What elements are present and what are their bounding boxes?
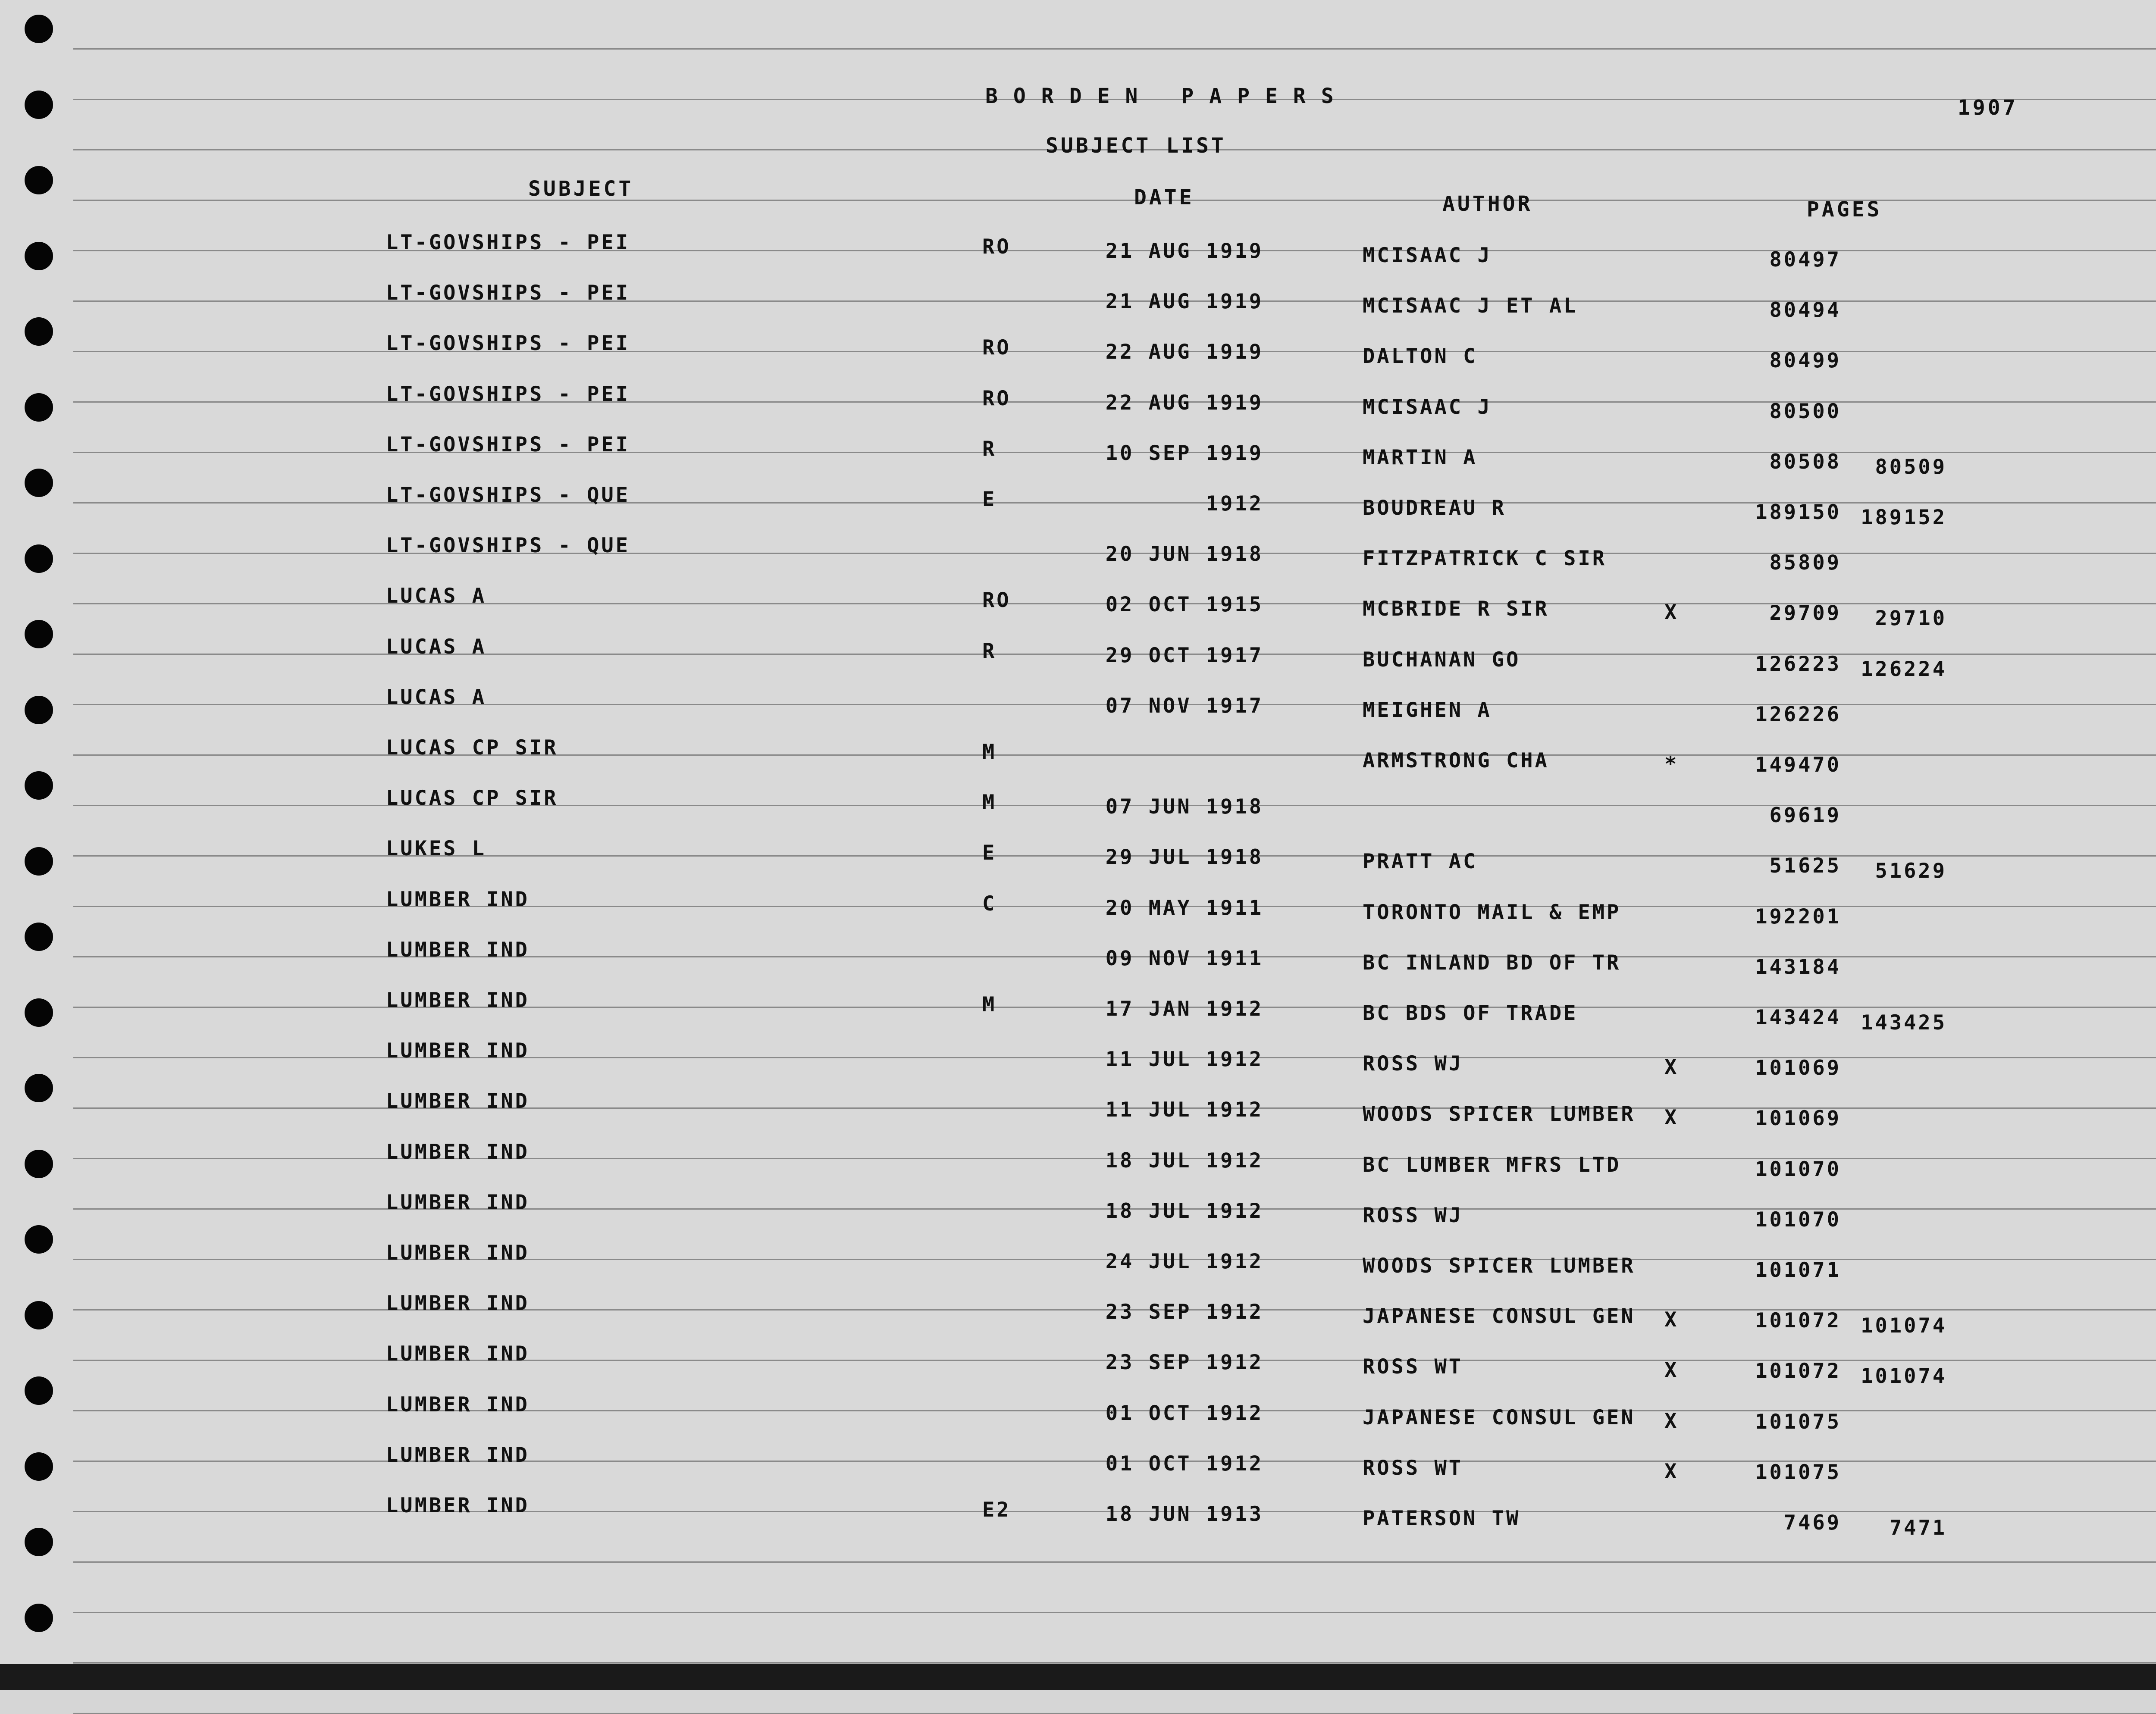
row-page-start: 101072 — [1755, 1309, 1841, 1333]
row-date: 07 JUN 1918 — [1105, 795, 1263, 819]
row-code: R — [982, 639, 997, 663]
row-subject: LT-GOVSHIPS - PEI — [386, 281, 630, 305]
row-subject: LUCAS CP SIR — [386, 786, 558, 810]
row-subject: LT-GOVSHIPS - PEI — [386, 231, 630, 254]
sprocket-hole — [25, 242, 53, 270]
row-page-start: 101075 — [1755, 1410, 1841, 1434]
row-date: 02 OCT 1915 — [1105, 593, 1263, 617]
row-author: JAPANESE CONSUL GEN — [1363, 1304, 1636, 1329]
row-page-start: 149470 — [1755, 753, 1841, 777]
row-mark: X — [1664, 1308, 1679, 1332]
sprocket-hole — [25, 1376, 53, 1405]
column-header-date: DATE — [1134, 185, 1194, 210]
sprocket-hole — [25, 1604, 53, 1632]
row-author: MARTIN A — [1363, 445, 1478, 469]
row-author: BC LUMBER MFRS LTD — [1363, 1153, 1621, 1177]
row-author: MCISAAC J — [1363, 244, 1492, 267]
row-date: 1912 — [1206, 492, 1263, 516]
row-author: ROSS WT — [1363, 1355, 1463, 1379]
row-subject: LUMBER IND — [386, 1241, 530, 1265]
row-code: E2 — [982, 1498, 1011, 1522]
sprocket-hole — [25, 696, 53, 724]
row-page-start: 143424 — [1755, 1006, 1841, 1029]
row-code: RO — [982, 386, 1011, 410]
ruled-line — [73, 1662, 2156, 1664]
row-page-end: 80509 — [1875, 455, 1947, 479]
row-subject: LT-GOVSHIPS - PEI — [386, 432, 630, 457]
row-date: 10 SEP 1919 — [1105, 441, 1263, 465]
row-author: PATERSON TW — [1363, 1507, 1521, 1530]
row-date: 21 AUG 1919 — [1105, 239, 1263, 263]
ruled-line — [73, 1612, 2156, 1613]
row-mark: * — [1664, 752, 1679, 776]
row-mark: X — [1664, 1409, 1679, 1433]
row-page-end: 143425 — [1861, 1011, 1947, 1035]
row-author: BC INLAND BD OF TR — [1363, 951, 1621, 975]
row-page-start: 80500 — [1769, 399, 1841, 423]
row-author: MCBRIDE R SIR — [1363, 597, 1549, 621]
row-page-start: 29709 — [1769, 601, 1841, 626]
row-mark: X — [1664, 1358, 1679, 1382]
row-subject: LUMBER IND — [386, 938, 530, 962]
row-page-start: 101069 — [1755, 1107, 1841, 1131]
row-page-start: 101069 — [1755, 1056, 1841, 1080]
row-page-start: 80508 — [1769, 450, 1841, 474]
row-author: BUCHANAN GO — [1363, 647, 1521, 672]
row-date: 21 AUG 1919 — [1105, 290, 1263, 314]
row-author: TORONTO MAIL & EMP — [1363, 900, 1621, 924]
row-date: 29 JUL 1918 — [1105, 845, 1263, 870]
sprocket-hole — [25, 1301, 53, 1329]
row-date: 01 OCT 1912 — [1105, 1451, 1263, 1476]
row-subject: LUMBER IND — [386, 1292, 530, 1316]
row-subject: LUMBER IND — [386, 1392, 530, 1417]
row-date: 22 AUG 1919 — [1105, 340, 1263, 364]
row-page-start: 101072 — [1755, 1359, 1841, 1383]
row-date: 18 JUN 1913 — [1105, 1502, 1263, 1526]
row-page-end: 126224 — [1861, 657, 1947, 681]
row-page-start: 126223 — [1755, 652, 1841, 676]
sprocket-hole — [25, 1452, 53, 1481]
row-page-start: 189150 — [1755, 500, 1841, 524]
row-mark: X — [1664, 601, 1679, 625]
row-date: 22 AUG 1919 — [1105, 391, 1263, 415]
row-author: MCISAAC J — [1363, 395, 1492, 419]
row-code: M — [982, 740, 997, 764]
row-code: RO — [982, 588, 1011, 613]
row-code: RO — [982, 235, 1011, 259]
row-subject: LT-GOVSHIPS - QUE — [386, 483, 630, 507]
row-date: 20 MAY 1911 — [1105, 896, 1263, 920]
row-page-start: 101071 — [1755, 1258, 1841, 1282]
row-subject: LUMBER IND — [386, 1140, 530, 1164]
row-date: 24 JUL 1912 — [1105, 1250, 1263, 1273]
row-author: WOODS SPICER LUMBER — [1363, 1254, 1636, 1278]
row-author: PRATT AC — [1363, 850, 1478, 874]
row-subject: LUCAS A — [386, 584, 487, 608]
row-page-start: 85809 — [1769, 551, 1841, 575]
column-header-author: AUTHOR — [1442, 192, 1533, 216]
row-page-start: 101070 — [1755, 1157, 1841, 1181]
row-author: MCISAAC J ET AL — [1363, 294, 1578, 318]
row-author: WOODS SPICER LUMBER — [1363, 1102, 1636, 1126]
sprocket-hole — [25, 1150, 53, 1178]
row-code: M — [982, 993, 997, 1017]
sprocket-hole — [25, 317, 53, 346]
row-date: 23 SEP 1912 — [1105, 1351, 1263, 1375]
row-date: 07 NOV 1917 — [1105, 694, 1263, 718]
row-subject: LUMBER IND — [386, 1342, 530, 1366]
row-page-end: 189152 — [1861, 506, 1947, 529]
row-subject: LUCAS A — [386, 685, 487, 709]
row-subject: LT-GOVSHIPS - QUE — [386, 534, 630, 558]
document-subtitle: SUBJECT LIST — [1046, 134, 1226, 158]
row-code: E — [982, 841, 997, 865]
row-page-start: 126226 — [1755, 702, 1841, 726]
row-page-end: 101074 — [1861, 1314, 1947, 1338]
row-page-start: 51625 — [1769, 854, 1841, 878]
row-date: 23 SEP 1912 — [1105, 1300, 1263, 1324]
page-edge — [0, 1664, 2156, 1690]
row-page-start: 80499 — [1769, 349, 1841, 373]
row-page-start: 143184 — [1755, 955, 1841, 979]
row-date: 01 OCT 1912 — [1105, 1401, 1263, 1425]
sprocket-hole — [25, 1225, 53, 1254]
row-subject: LT-GOVSHIPS - PEI — [386, 382, 630, 406]
row-subject: LUMBER IND — [386, 1089, 530, 1113]
ruled-line — [73, 48, 2156, 50]
sprocket-hole — [25, 620, 53, 648]
row-page-end: 29710 — [1875, 607, 1947, 631]
row-subject: LUMBER IND — [386, 887, 530, 911]
row-subject: LT-GOVSHIPS - PEI — [386, 332, 630, 356]
row-page-end: 51629 — [1875, 859, 1947, 883]
row-author: MEIGHEN A — [1363, 698, 1492, 722]
row-author: ROSS WJ — [1363, 1203, 1463, 1227]
row-subject: LUKES L — [386, 837, 487, 861]
row-date: 18 JUL 1912 — [1105, 1148, 1263, 1173]
row-page-start: 101075 — [1755, 1460, 1841, 1484]
row-code: RO — [982, 336, 1011, 360]
row-author: DALTON C — [1363, 344, 1478, 369]
page-number: 1907 — [1958, 96, 2018, 120]
sprocket-hole — [25, 393, 53, 422]
document-title: BORDEN PAPERS — [985, 84, 1349, 108]
row-mark: X — [1664, 1106, 1679, 1130]
row-page-start: 7469 — [1783, 1511, 1841, 1535]
row-author: ROSS WT — [1363, 1456, 1463, 1480]
row-page-start: 69619 — [1769, 804, 1841, 828]
row-date: 09 NOV 1911 — [1105, 946, 1263, 970]
row-subject: LUMBER IND — [386, 1039, 530, 1063]
row-date: 17 JAN 1912 — [1105, 997, 1263, 1021]
row-date: 18 JUL 1912 — [1105, 1199, 1263, 1223]
row-subject: LUMBER IND — [386, 1494, 530, 1517]
row-code: R — [982, 437, 997, 461]
row-author: FITZPATRICK C SIR — [1363, 547, 1607, 571]
sprocket-hole — [25, 771, 53, 800]
row-date: 20 JUN 1918 — [1105, 542, 1263, 566]
row-subject: LUCAS A — [386, 635, 487, 659]
row-date: 29 OCT 1917 — [1105, 643, 1263, 667]
row-author: ROSS WJ — [1363, 1052, 1463, 1076]
row-mark: X — [1664, 1459, 1679, 1483]
sprocket-hole — [25, 1074, 53, 1102]
sprocket-hole — [25, 166, 53, 194]
row-subject: LUMBER IND — [386, 1190, 530, 1214]
row-code: C — [982, 891, 997, 916]
row-author: BOUDREAU R — [1363, 496, 1506, 520]
sprocket-hole — [25, 923, 53, 951]
row-subject: LUCAS CP SIR — [386, 736, 558, 760]
row-subject: LUMBER IND — [386, 988, 530, 1012]
sprocket-hole — [25, 469, 53, 497]
ruled-line — [73, 1561, 2156, 1563]
row-page-end: 101074 — [1861, 1364, 1947, 1389]
row-page-start: 80497 — [1769, 248, 1841, 272]
row-date: 11 JUL 1912 — [1105, 1098, 1263, 1122]
row-code: M — [982, 791, 997, 815]
row-page-start: 80494 — [1769, 298, 1841, 322]
sprocket-hole — [25, 91, 53, 119]
row-date: 11 JUL 1912 — [1105, 1048, 1263, 1072]
sprocket-hole — [25, 544, 53, 573]
row-page-start: 101070 — [1755, 1207, 1841, 1232]
row-author: JAPANESE CONSUL GEN — [1363, 1405, 1636, 1429]
column-header-pages: PAGES — [1807, 197, 1882, 222]
column-header-subject: SUBJECT — [528, 177, 634, 201]
row-page-end: 7471 — [1889, 1516, 1947, 1540]
sprocket-hole — [25, 847, 53, 876]
row-page-start: 192201 — [1755, 904, 1841, 929]
sprocket-hole — [25, 15, 53, 43]
sprocket-hole — [25, 1528, 53, 1556]
row-author: ARMSTRONG CHA — [1363, 749, 1549, 773]
row-subject: LUMBER IND — [386, 1443, 530, 1467]
sprocket-hole — [25, 998, 53, 1027]
row-code: E — [982, 488, 997, 511]
row-mark: X — [1664, 1055, 1679, 1079]
row-author: BC BDS OF TRADE — [1363, 1001, 1578, 1025]
